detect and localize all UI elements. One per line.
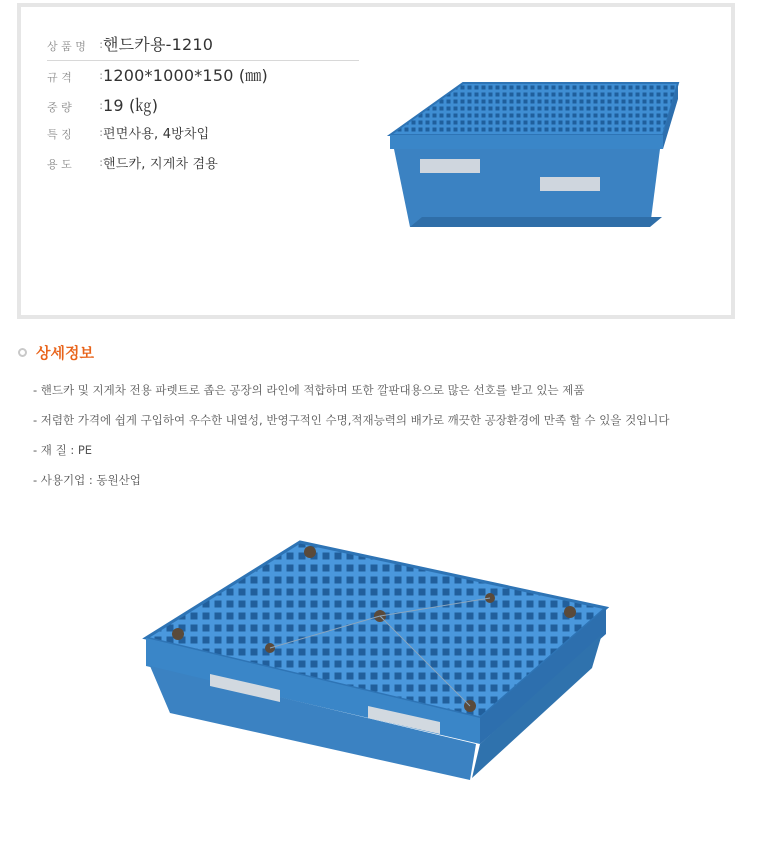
spec-label: 중 량 : [47,99,103,114]
section-title: 상세정보 [36,344,94,362]
product-name: 핸드카용-1210 [103,35,214,54]
spec-row-name [47,32,359,61]
spec-list [47,32,359,183]
product-feature: 편면사용, 4방차입 [103,127,210,142]
bullet-icon [18,348,27,357]
spec-label: 상 품 명 : [47,38,103,53]
detail-line: - 재 질 : PE [33,443,93,457]
detail-line: - 저렴한 가격에 쉽게 구입하여 우수한 내열성, 반영구적인 수명,적재능력의 배가로 깨끗한 공장환경에 만족 할 수 있을 것입니다 [33,413,670,427]
spec-row-usage [47,153,359,183]
section-header [18,342,94,363]
product-size: 1200*1000*150 (㎜) [103,66,268,85]
spec-row-size [47,63,359,93]
spec-row-weight [47,93,359,123]
spec-row-feature [47,123,359,153]
spec-label: 용 도 : [47,156,103,171]
spec-label: 규 격 : [47,69,103,84]
pallet-image-small [380,77,680,237]
pallet-image-large [140,538,610,786]
spec-label: 특 징 : [47,126,103,141]
product-usage: 핸드카, 지게차 겸용 [103,157,219,172]
detail-line: - 사용기업 : 동원산업 [33,473,141,487]
detail-line: - 핸드카 및 지게차 전용 파렛트로 좁은 공장의 라인에 적합하며 또한 깔판대용으로 많은 선호를 받고 있는 제품 [33,383,585,397]
product-weight: 19 (㎏) [103,96,159,115]
